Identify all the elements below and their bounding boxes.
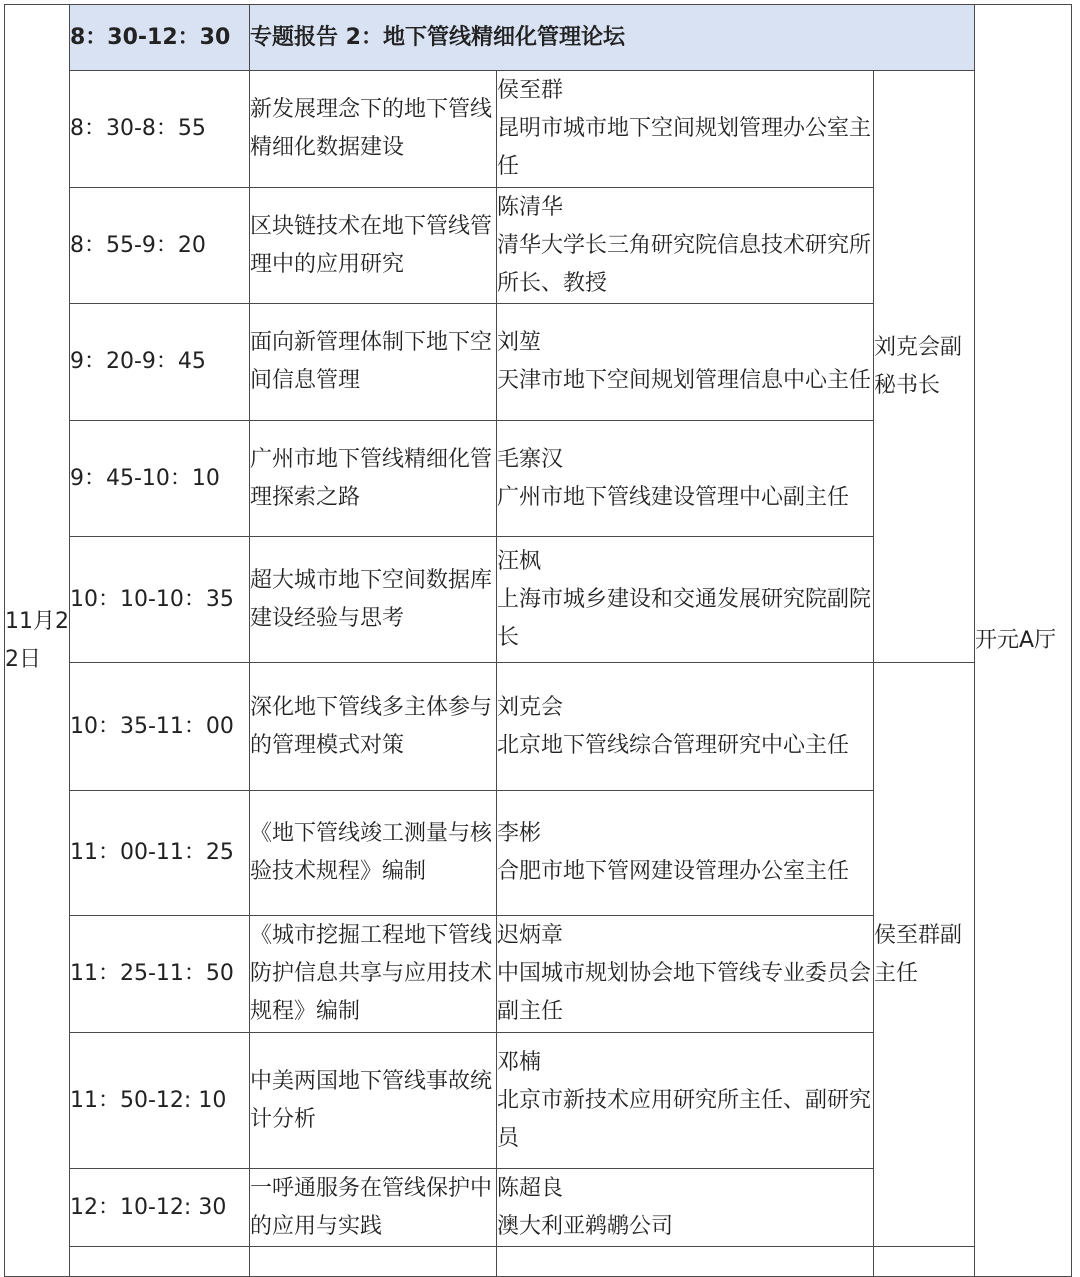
session-topic: 广州市地下管线精细化管理探索之路 [250,421,497,537]
header-time: 8：30-12：30 [70,5,250,71]
host-name: 侯至群 [874,922,941,948]
session-time: 11：25-11：50 [70,916,250,1033]
speaker-name: 李彬 [497,821,542,846]
session-speaker [497,421,874,537]
speaker-affiliation: 上海市城乡建设和交通发展研究院副院长 [497,586,872,650]
session-speaker [497,1169,874,1247]
session-speaker [497,791,874,916]
table-row [5,71,1072,188]
speaker-name: 迟炳章 [497,923,564,948]
session-time: 9：20-9：45 [70,304,250,421]
speaker-affiliation: 北京地下管线综合管理研究中心主任 [497,732,850,758]
speaker-name: 陈超良 [497,1175,564,1201]
session-speaker [497,304,874,421]
speaker-affiliation: 清华大学长三角研究院信息技术研究所所长、教授 [497,232,872,296]
session-time: 10：10-10：35 [70,537,250,663]
session-topic: 《城市挖掘工程地下管线防护信息共享与应用技术规程》编制 [250,916,497,1033]
session-topic: 《地下管线竣工测量与核验技术规程》编制 [250,791,497,916]
session-speaker [497,1033,874,1169]
date-cell: 11月22日 [5,5,70,1277]
table-cell [497,1247,874,1277]
session-topic: 新发展理念下的地下管线精细化数据建设 [250,71,497,188]
table-cell [874,1247,975,1277]
host-title: 副秘书长 [874,334,963,398]
header-title: 专题报告 2：地下管线精细化管理论坛 [250,5,975,71]
speaker-name: 侯至群 [497,78,564,103]
session-speaker [497,537,874,663]
schedule-table [4,4,1072,1277]
session-speaker [497,663,874,791]
session-speaker [497,916,874,1033]
header-row [5,5,1072,71]
host-cell [874,663,975,1247]
speaker-affiliation: 广州市地下管线建设管理中心副主任 [497,484,850,510]
table-cell [250,1247,497,1277]
speaker-name: 刘克会 [497,694,564,720]
speaker-name: 邓楠 [497,1049,542,1075]
session-topic: 中美两国地下管线事故统计分析 [250,1033,497,1169]
session-topic: 一呼通服务在管线保护中的应用与实践 [250,1169,497,1247]
speaker-affiliation: 北京市新技术应用研究所主任、副研究员 [497,1087,872,1151]
speaker-affiliation: 天津市地下空间规划管理信息中心主任 [497,368,872,393]
session-time: 8：55-9：20 [70,188,250,304]
room-cell: 开元A厅 [975,5,1072,1277]
session-time: 10：35-11：00 [70,663,250,791]
session-topic: 超大城市地下空间数据库建设经验与思考 [250,537,497,663]
speaker-affiliation: 中国城市规划协会地下管线专业委员会副主任 [497,961,872,1024]
host-cell [874,71,975,663]
table-cell [70,1247,250,1277]
session-time: 8：30-8：55 [70,71,250,188]
speaker-affiliation: 澳大利亚鹈鹕公司 [497,1213,674,1239]
speaker-affiliation: 昆明市城市地下空间规划管理办公室主任 [497,116,872,179]
session-speaker [497,188,874,304]
session-time: 11：00-11：25 [70,791,250,916]
table-row [5,1247,1072,1277]
session-time: 12：10-12: 30 [70,1169,250,1247]
speaker-name: 汪枫 [497,548,542,574]
session-time: 11：50-12: 10 [70,1033,250,1169]
session-speaker [497,71,874,188]
speaker-name: 刘堃 [497,330,542,355]
session-time: 9：45-10：10 [70,421,250,537]
host-name: 刘克会 [874,334,941,360]
speaker-name: 陈清华 [497,194,564,220]
speaker-affiliation: 合肥市地下管网建设管理办公室主任 [497,859,850,884]
speaker-name: 毛寨汉 [497,446,564,472]
table-row [5,663,1072,791]
session-topic: 深化地下管线多主体参与的管理模式对策 [250,663,497,791]
session-topic: 面向新管理体制下地下空间信息管理 [250,304,497,421]
host-title: 副主任 [874,922,963,986]
session-topic: 区块链技术在地下管线管理中的应用研究 [250,188,497,304]
